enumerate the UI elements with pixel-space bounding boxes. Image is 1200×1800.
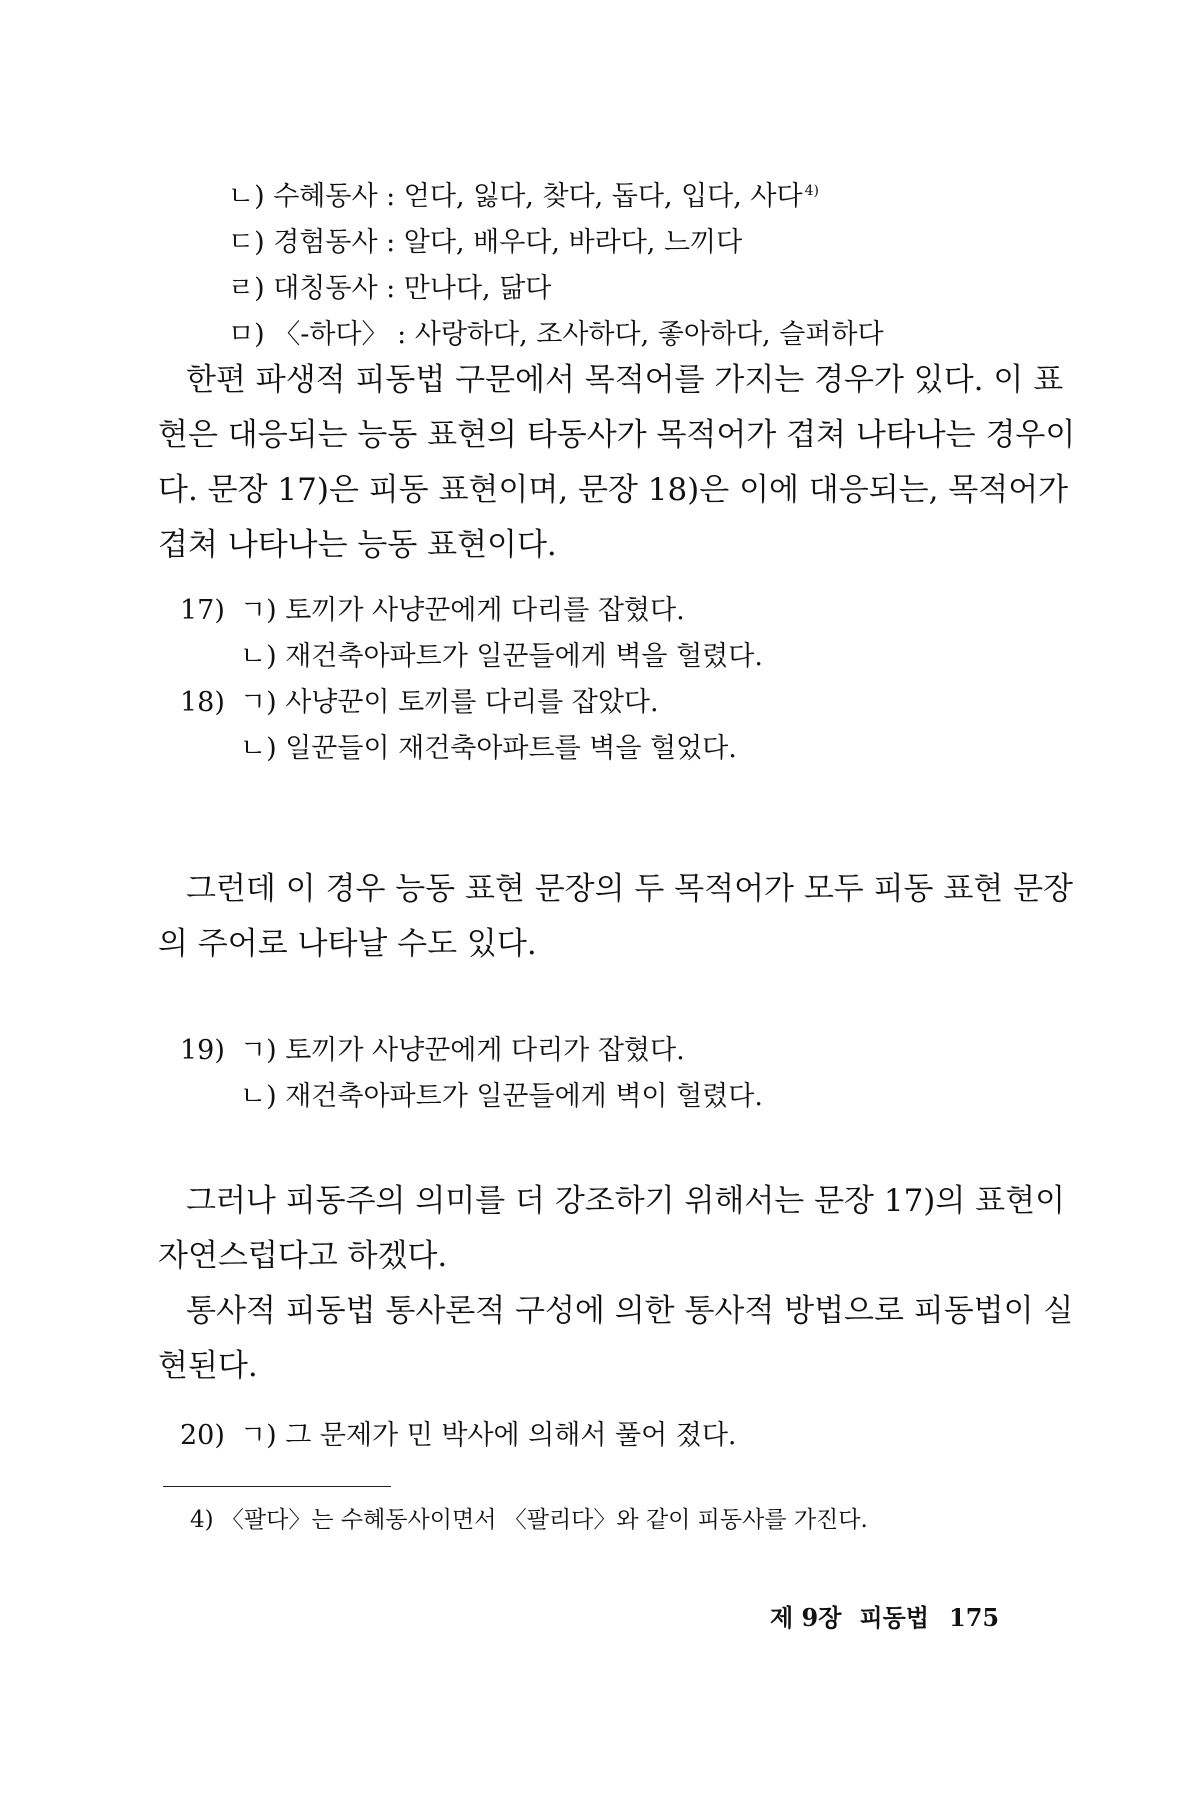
footnote-divider [163, 1486, 391, 1487]
paragraph-2 [158, 862, 1073, 972]
paragraph-line: 그런데 이 경우 능동 표현 문장의 두 목적어가 모두 피동 표현 문장 [186, 871, 1073, 907]
examples-17-18 [180, 588, 763, 772]
page-number: 175 [949, 1603, 1000, 1632]
example-line: 19) ㄱ) 토끼가 사냥꾼에게 다리가 잡혔다. [180, 1028, 763, 1074]
paragraph-line: 한편 파생적 피동법 구문에서 목적어를 가지는 경우가 있다. 이 표 [186, 362, 1064, 398]
footnote: 4) 〈팔다〉는 수혜동사이면서 〈팔리다〉와 같이 피동사를 가진다. [190, 1507, 868, 1533]
examples-20 [180, 1413, 737, 1459]
chapter-title: 피동법 [859, 1603, 929, 1632]
example-line: 18) ㄱ) 사냥꾼이 토끼를 다리를 잡았다. [180, 680, 763, 726]
footnote-ref: 4) [804, 183, 819, 199]
paragraph-1 [158, 353, 1076, 573]
paragraph-line: 통사적 피동법 통사론적 구성에 의한 통사적 방법으로 피동법이 실 [186, 1293, 1074, 1329]
list-item: ㅁ) 〈-하다〉 : 사랑하다, 조사하다, 좋아하다, 슬퍼하다 [228, 319, 884, 350]
paragraph-line: 그러나 피동주의 의미를 더 강조하기 위해서는 문장 17)의 표현이 [186, 1183, 1066, 1219]
paragraph-line: 겹쳐 나타나는 능동 표현이다. [158, 527, 557, 563]
example-line: 17) ㄱ) 토끼가 사냥꾼에게 다리를 잡혔다. [180, 588, 763, 634]
paragraph-line: 자연스럽다고 하겠다. [158, 1238, 448, 1274]
verb-type-list [228, 168, 884, 358]
example-number: 19) [180, 1035, 225, 1066]
example-number: 17) [180, 595, 225, 626]
paragraph-line: 현은 대응되는 능동 표현의 타동사가 목적어가 겹쳐 나타나는 경우이 [158, 417, 1076, 453]
page-footer [770, 1598, 999, 1633]
example-line: ㄴ) 재건축아파트가 일꾼들에게 벽이 헐렸다. [240, 1081, 763, 1112]
example-line: 20) ㄱ) 그 문제가 민 박사에 의해서 풀어 졌다. [180, 1413, 737, 1459]
chapter-number: 제 9장 [770, 1603, 842, 1632]
example-line: ㄴ) 일꾼들이 재건축아파트를 벽을 헐었다. [240, 733, 737, 764]
paragraph-line: 의 주어로 나타날 수도 있다. [158, 926, 537, 962]
example-number: 18) [180, 687, 225, 718]
list-item: ㄹ) 대칭동사 : 만나다, 닮다 [228, 273, 552, 304]
paragraph-3 [158, 1174, 1073, 1284]
paragraph-4 [158, 1284, 1073, 1394]
example-line: ㄴ) 재건축아파트가 일꾼들에게 벽을 헐렸다. [240, 641, 763, 672]
list-item: ㄴ) 수혜동사 : 얻다, 잃다, 찾다, 돕다, 입다, 사다 $^{4)}$ [228, 181, 819, 212]
examples-19 [180, 1028, 763, 1120]
list-item: ㄷ) 경험동사 : 알다, 배우다, 바라다, 느끼다 [228, 227, 743, 258]
paragraph-line: 현된다. [158, 1348, 258, 1384]
paragraph-line: 다. 문장 17)은 피동 표현이며, 문장 18)은 이에 대응되는, 목적어가 [158, 472, 1069, 508]
example-number: 20) [180, 1420, 225, 1451]
